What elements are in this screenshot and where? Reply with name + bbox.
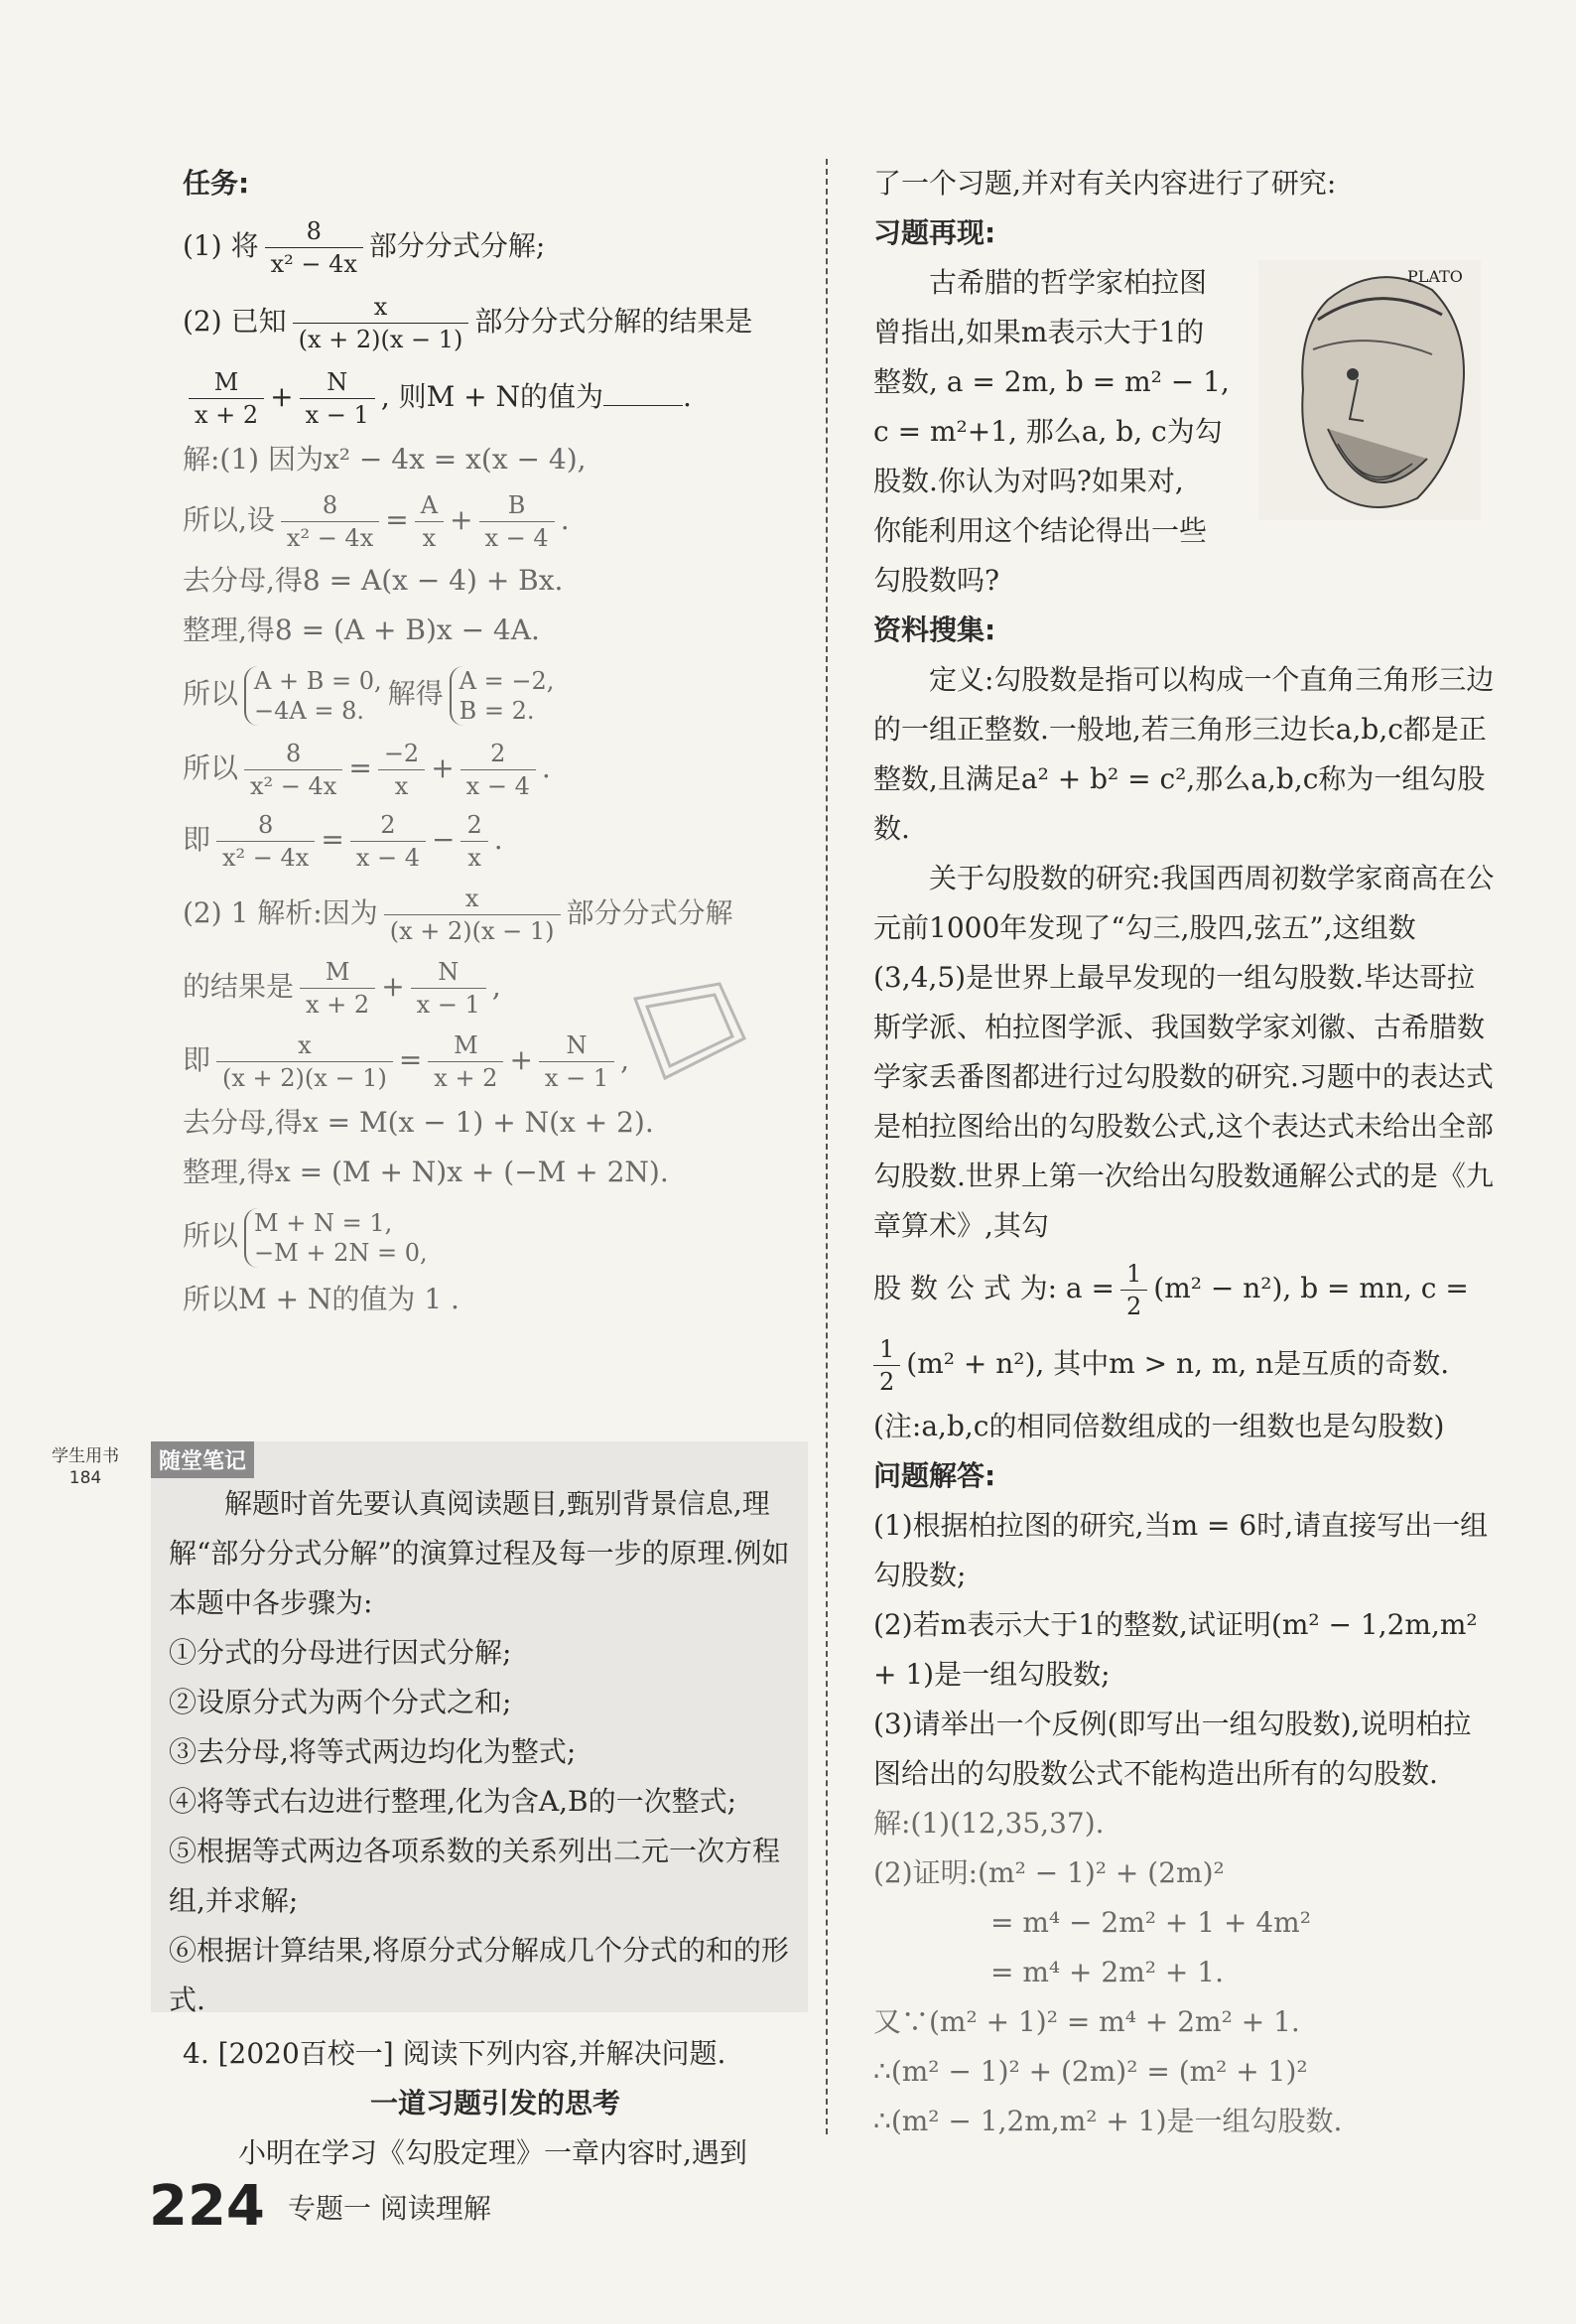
sol-7-end: .	[493, 823, 503, 856]
sol-6-pre: 所以	[183, 752, 239, 784]
page-number: 224	[149, 2174, 265, 2239]
sol-line-4: 整理,得8 = (A + B)x − 4A.	[183, 614, 540, 646]
equals-sign: =	[398, 1043, 423, 1076]
half-num-2: 1	[873, 1333, 900, 1366]
problem-3: (3)请举出一个反例(即写出一组勾股数),说明柏拉图给出的勾股数公式不能构造出所有的勾股数.	[873, 1708, 1472, 1790]
equals-sign: =	[321, 823, 344, 856]
sol-9-pre: 的结果是	[183, 970, 295, 1003]
sol-6-f1-num: 8	[244, 738, 342, 770]
notes-step-3: ③去分母,将等式两边均化为整式;	[169, 1735, 577, 1768]
history-paragraph: 关于勾股数的研究:我国西周初数学家商高在公元前1000年发现了“勾三,股四,弦五”,这组数(3,4,5)是世界上最早发现的一组勾股数.毕达哥拉斯学派、柏拉图学派、我国数学家刘徽、古希腊数学家丢番图都进行过勾股数的研究.习题中的表达式是柏拉图给出的勾股数公式,这个表达式未给出全部勾股数.世界上第一次给出勾股数通解公式的是《九章算术》,其勾	[873, 862, 1495, 1242]
notes-step-5: ⑤根据等式两边各项系数的关系列出二元一次方程组,并求解;	[169, 1835, 781, 1917]
sol-7-f2-num: 2	[350, 809, 426, 842]
problem-1: (1)根据柏拉图的研究,当m = 6时,请直接写出一组勾股数;	[873, 1509, 1489, 1591]
sol-line-13	[183, 1197, 808, 1275]
system-3	[244, 1208, 428, 1268]
heading-answer: 问题解答:	[873, 1459, 996, 1492]
sol-6-f3-num: 2	[460, 738, 536, 770]
system-3-eq1: M + N = 1,	[254, 1208, 393, 1237]
sol-8-f1-num: x	[384, 883, 561, 915]
sol-2-f2-den: x	[422, 524, 437, 552]
sol-line-2	[183, 484, 808, 556]
sol-6-f2-den: x	[394, 772, 409, 800]
exercise-line-3: 整数, a = 2m, b = m² − 1,	[873, 365, 1230, 398]
q2b-frac2-den: x − 1	[305, 401, 369, 429]
formula-1-mid: (m² − n²), b = mn, c =	[1153, 1272, 1469, 1304]
problem-2: (2)若m表示大于1的整数,试证明(m² − 1,2m,m² + 1)是一组勾股数;	[873, 1608, 1478, 1691]
q2-prefix: (2) 已知	[183, 305, 287, 338]
sol-line-12: 整理,得x = (M + N)x + (−M + 2N).	[183, 1156, 669, 1188]
side-label	[52, 1445, 119, 1489]
sol-10-f1-den: (x + 2)(x − 1)	[222, 1064, 387, 1092]
question-2	[183, 284, 808, 359]
sol-7-f3	[460, 809, 487, 874]
sol-7-f1	[216, 809, 315, 874]
sol-10-pre: 即	[183, 1043, 211, 1076]
plus-sign: +	[381, 970, 405, 1003]
sol-6-f3-den: x − 4	[465, 772, 530, 800]
exercise-line-5: 股数.你认为对吗?如果对,	[873, 465, 1184, 497]
sol-line-5	[183, 655, 808, 733]
q1-frac-num: 8	[265, 215, 363, 248]
minus-sign: −	[431, 823, 456, 856]
sol-8-post: 部分分式分解	[566, 896, 733, 929]
sol-line-6	[183, 733, 808, 804]
equals-sign: =	[385, 503, 409, 536]
sol-line-1: 解:(1) 因为x² − 4x = x(x − 4),	[183, 443, 587, 476]
sol-7-f2-den: x − 4	[355, 844, 420, 872]
answer-6: ∴(m² − 1)² + (2m)² = (m² + 1)²	[873, 2055, 1308, 2088]
answer-1: 解:(1)(12,35,37).	[873, 1807, 1105, 1840]
watermark-stamp-icon	[625, 979, 754, 1088]
q1-suffix: 部分分式分解;	[368, 229, 546, 262]
q2b-frac1	[189, 366, 264, 431]
answer-2: (2)证明:(m² − 1)² + (2m)²	[873, 1856, 1225, 1889]
column-divider	[826, 159, 828, 2134]
formula-line-1	[873, 1251, 1499, 1326]
q2b-end: .	[683, 380, 692, 413]
formula-2-post: (m² + n²), 其中m > n, m, n是互质的奇数.	[906, 1347, 1450, 1380]
q2-frac-den: (x + 2)(x − 1)	[298, 326, 463, 353]
solution	[183, 435, 808, 1324]
answer-block	[873, 1799, 1499, 2146]
sol-6-end: .	[541, 752, 551, 784]
system-2-eq1: A = −2,	[459, 666, 555, 695]
side-label-text: 学生用书	[52, 1446, 119, 1466]
sol-10-f3-den: x − 1	[544, 1064, 609, 1092]
sol-7-f1-den: x² − 4x	[222, 844, 310, 872]
notes-paragraph: 解题时首先要认真阅读题目,甄别背景信息,理解“部分分式分解”的演算过程及每一步的原理.例如本题中各步骤为:	[169, 1487, 790, 1619]
task-heading: 任务:	[183, 167, 250, 200]
sol-7-f3-den: x	[467, 844, 481, 872]
q2-suffix: 部分分式分解的结果是	[474, 305, 753, 338]
sol-10-f3-num: N	[539, 1029, 614, 1062]
plus-sign: +	[509, 1043, 533, 1076]
half-num-1: 1	[1120, 1258, 1147, 1291]
answer-3: = m⁴ − 2m² + 1 + 4m²	[990, 1906, 1311, 1939]
side-page-number: 184	[68, 1468, 102, 1488]
plato-caption: PLATO	[1407, 267, 1463, 286]
sol-5-pre: 所以	[183, 677, 239, 710]
sol-line-3: 去分母,得8 = A(x − 4) + Bx.	[183, 564, 564, 597]
sol-line-14: 所以M + N的值为 1 .	[183, 1283, 460, 1315]
sol-6-f1-den: x² − 4x	[250, 772, 337, 800]
q1-frac-den: x² − 4x	[270, 250, 357, 278]
q1-fraction	[265, 215, 363, 280]
system-1-eq1: A + B = 0,	[254, 666, 382, 695]
sol-9-f2-den: x − 1	[416, 991, 480, 1019]
system-1-eq2: −4A = 8.	[254, 696, 364, 725]
sol-10-f2	[428, 1029, 503, 1094]
q4-intro: 小明在学习《勾股定理》一章内容时,遇到	[238, 2136, 747, 2169]
definition-paragraph: 定义:勾股数是指可以构成一个直角三角形三边的一组正整数.一般地,若三角形三边长a,b,c都是正整数,且满足a² + b² = c²,那么a,b,c称为一组勾股数.	[873, 663, 1495, 845]
formula-1-pre: 股 数 公 式 为: a =	[873, 1272, 1115, 1304]
q2b-frac1-num: M	[189, 366, 264, 399]
sol-2-f1	[281, 489, 379, 554]
answer-blank	[603, 405, 683, 406]
sol-2-f1-num: 8	[281, 489, 379, 522]
sol-2-pre: 所以,设	[183, 503, 275, 536]
sol-9-f2	[411, 956, 486, 1021]
plus-sign: +	[431, 752, 455, 784]
exercise-line-7: 勾股数吗?	[873, 564, 1000, 597]
exercise-line-1: 古希腊的哲学家柏拉图	[929, 266, 1208, 299]
sol-2-f2	[415, 489, 444, 554]
sol-10-f2-den: x + 2	[434, 1064, 498, 1092]
exercise-line-6: 你能利用这个结论得出一些	[873, 514, 1208, 547]
sol-6-f2	[378, 738, 425, 802]
sol-2-end: .	[560, 503, 570, 536]
q2b-frac2-num: N	[300, 366, 375, 399]
notes-body	[169, 1479, 794, 2025]
q1-prefix: (1) 将	[183, 229, 259, 262]
notes-step-4: ④将等式右边进行整理,化为含A,B的一次整式;	[169, 1785, 737, 1818]
exercise-line-2: 曾指出,如果m表示大于1的	[873, 316, 1205, 348]
left-column	[183, 159, 808, 1324]
sol-9-f1-num: M	[300, 956, 375, 989]
system-1	[244, 666, 382, 726]
sol-7-pre: 即	[183, 823, 211, 856]
sol-line-7	[183, 804, 808, 876]
q4-head: 4. [2020百校一] 阅读下列内容,并解决问题.	[183, 2037, 726, 2070]
sol-5-mid: 解得	[387, 677, 444, 710]
half-fraction-1	[1120, 1258, 1147, 1322]
heading-research: 资料搜集:	[873, 614, 996, 646]
sol-6-f3	[460, 738, 536, 802]
q2b-frac2	[300, 366, 375, 431]
question-1	[183, 208, 808, 284]
sol-6-f2-num: −2	[378, 738, 425, 770]
question-2-cont	[183, 359, 808, 435]
half-den-1: 2	[1126, 1293, 1142, 1320]
q4-title: 一道习题引发的思考	[369, 2087, 620, 2119]
sol-10-f3	[539, 1029, 614, 1094]
q2b-suffix: , 则M + N的值为	[380, 380, 604, 413]
q2-fraction	[293, 291, 469, 355]
q2b-frac1-den: x + 2	[195, 401, 259, 429]
sol-7-f2	[350, 809, 426, 874]
sol-8-pre: (2) 1 解析:因为	[183, 896, 378, 929]
notes-box	[151, 1441, 808, 2016]
notes-step-2: ②设原分式为两个分式之和;	[169, 1686, 512, 1718]
sol-13-pre: 所以	[183, 1219, 239, 1252]
sol-9-f2-num: N	[411, 956, 486, 989]
sol-2-f1-den: x² − 4x	[286, 524, 374, 552]
sol-10-f1	[216, 1029, 393, 1094]
notes-tag: 随堂笔记	[151, 1441, 254, 1478]
notes-step-6: ⑥根据计算结果,将原分式分解成几个分式的和的形式.	[169, 1934, 789, 2016]
exercise-line-4: c = m²+1, 那么a, b, c为勾	[873, 415, 1223, 448]
sol-line-8	[183, 876, 808, 951]
q2-frac-num: x	[293, 291, 469, 324]
answer-5: 又∵(m² + 1)² = m⁴ + 2m² + 1.	[873, 2005, 1300, 2038]
sol-7-f3-num: 2	[460, 809, 487, 842]
sol-9-f1-den: x + 2	[306, 991, 370, 1019]
sol-6-f1	[244, 738, 342, 802]
footer	[149, 2174, 491, 2239]
sol-9-f1	[300, 956, 375, 1021]
answer-7: ∴(m² − 1,2m,m² + 1)是一组勾股数.	[873, 2105, 1343, 2137]
sol-line-11: 去分母,得x = M(x − 1) + N(x + 2).	[183, 1106, 654, 1139]
sol-10-f2-num: M	[428, 1029, 503, 1062]
heading-exercise: 习题再现:	[873, 216, 996, 249]
answer-4: = m⁴ + 2m² + 1.	[990, 1956, 1224, 1988]
plus-sign: +	[450, 503, 473, 536]
sol-2-f3-num: B	[479, 489, 555, 522]
sol-2-f2-num: A	[415, 489, 444, 522]
sol-8-f1-den: (x + 2)(x − 1)	[389, 917, 555, 945]
system-3-eq2: −M + 2N = 0,	[254, 1238, 428, 1267]
system-2	[450, 666, 555, 726]
sol-10-f1-num: x	[216, 1029, 393, 1062]
half-den-2: 2	[879, 1368, 895, 1396]
sol-7-f1-num: 8	[216, 809, 315, 842]
equals-sign: =	[348, 752, 372, 784]
sol-2-f3-den: x − 4	[484, 524, 549, 552]
plato-portrait-icon	[1258, 260, 1481, 520]
system-2-eq2: B = 2.	[459, 696, 535, 725]
right-intro: 了一个习题,并对有关内容进行了研究:	[873, 167, 1337, 200]
half-fraction-2	[873, 1333, 900, 1398]
sol-2-f3	[479, 489, 555, 554]
section-title: 专题一 阅读理解	[288, 2191, 491, 2225]
note-paragraph: (注:a,b,c的相同倍数组成的一组数也是勾股数)	[873, 1410, 1445, 1442]
formula-line-2	[873, 1326, 1499, 1402]
sol-8-f1	[384, 883, 561, 947]
notes-step-1: ①分式的分母进行因式分解;	[169, 1636, 512, 1669]
sol-9-end: ,	[491, 970, 501, 1003]
sol-10-end: ,	[620, 1043, 629, 1076]
plus-sign: +	[270, 380, 294, 413]
question-4	[183, 2029, 808, 2178]
